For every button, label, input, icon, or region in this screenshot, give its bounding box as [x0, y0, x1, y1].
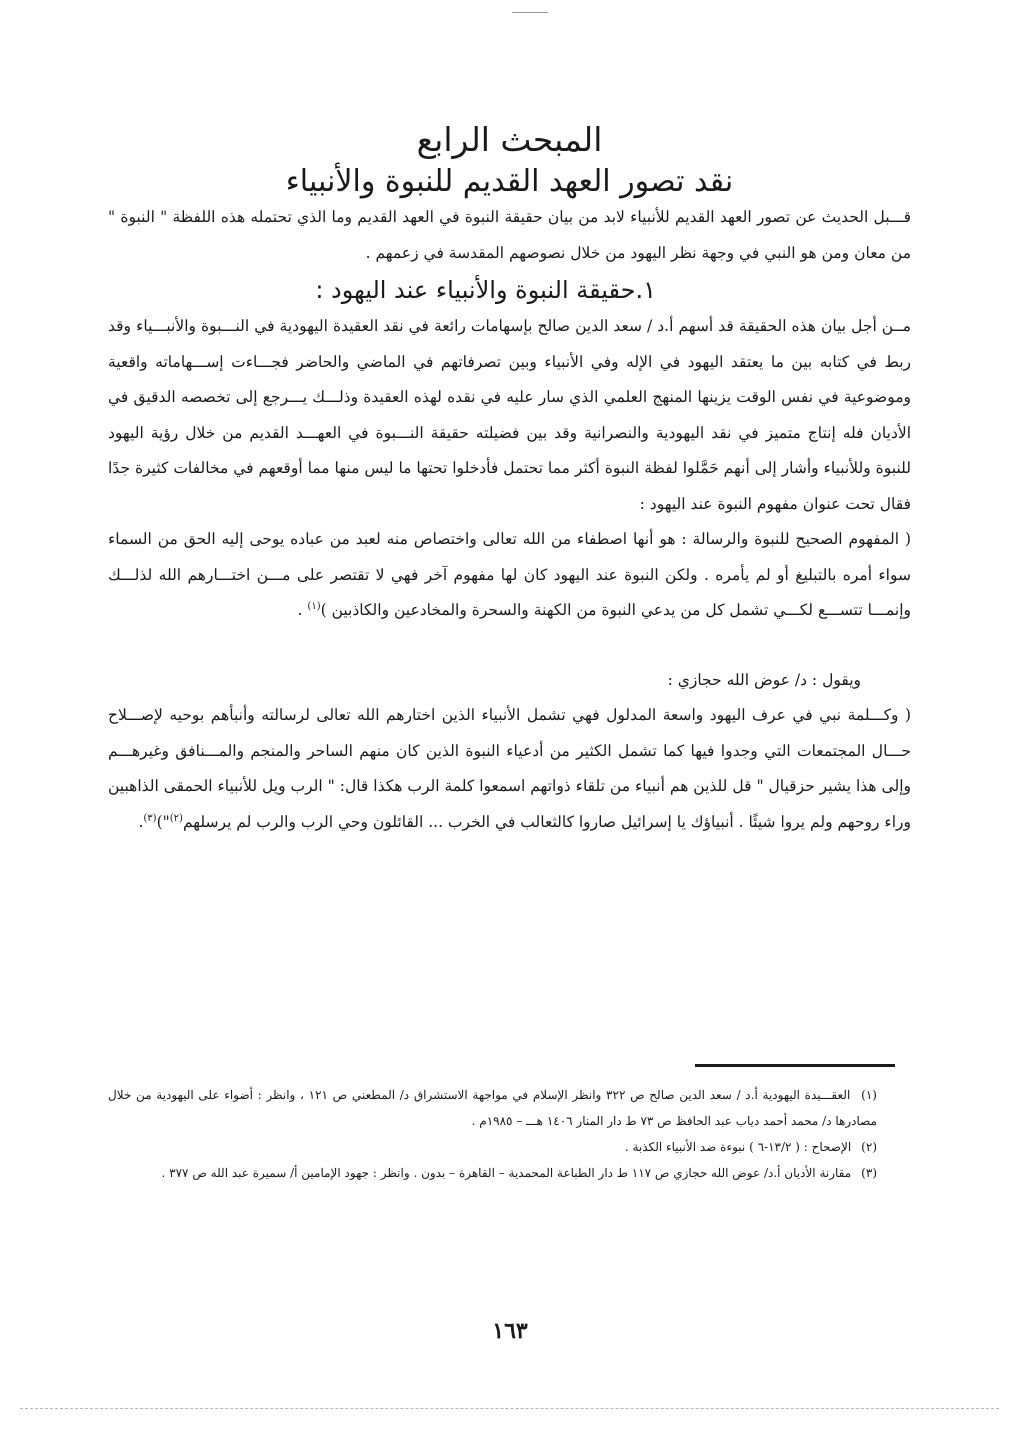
top-scan-mark: [512, 12, 548, 13]
section-heading: ١.حقيقة النبوة والأنبياء عند اليهود :: [315, 276, 656, 304]
footnote-number: (٣): [861, 1166, 877, 1180]
quote1-text: ( المفهوم الصحيح للنبوة والرسالة : هو أنها اصطفاء من الله تعالى واختصاص منه لعبد من عباده يوحى إليه الحق من السماء سواء أمره بالتبليغ أو لم يأمره . ولكن النبوة عند اليهود كان لها مفهوم آخر فهي لا تقتصر على مـــن اختـــارهم الله لذلـــك وإنمـــا تتســـع لكـــي تشمل كل من يدعي النبوة من الكهنة والسحرة والمخادعين والكاذبين ): [108, 530, 911, 619]
footnote: [108, 1134, 877, 1160]
chapter-title: المبحث الرابع: [416, 120, 603, 159]
bottom-scan-edge: [20, 1408, 999, 1409]
footnote-separator: [695, 1064, 895, 1067]
section-paragraph: مــن أجل بيان هذه الحقيقة قد أسهم أ.د / سعد الدين صالح بإسهامات رائعة في نقد العقيدة اليهودية في النـــبوة والأنبـــياء وقد ربط في كتابه بين ما يعتقد اليهود في الإله وفي الأنبياء وبين تصرفاتهم في الماضي والحاضر فجـــاءت إســـهاماته واقعية وموضوعية في نفس الوقت يزينها المنهج العلمي الذي سار عليه في نقده لهذه العقيدة وذلـــك يـــرجع إلى تخصصه الدقيق في الأديان فله إنتاج متميز في نقد اليهودية والنصرانية وقد بين فضيلته حقيقة النـــبوة في العهـــد القديم من خلال رؤية اليهود للنبوة وللأنبياء وأشار إلى أنهم حَمَّلوا لفظة النبوة أكثر مما تحتمل فأدخلوا تحتها ما ليس منها مما أوقعهم في مخالفات كثيرة جدًا فقال تحت عنوان مفهوم النبوة عند اليهود :: [108, 317, 911, 513]
footnote-number: (٢): [861, 1140, 877, 1154]
spacer: [108, 629, 911, 663]
footnote-text: الإصحاح : ( ١٣/٢-٦ ) نبوءة ضد الأنبياء الكذبة .: [624, 1140, 852, 1154]
chapter-subtitle: نقد تصور العهد القديم للنبوة والأنبياء: [285, 164, 734, 199]
quote1-end: .: [297, 601, 308, 619]
intro-paragraph: قـــبل الحديث عن تصور العهد القديم للأنبياء لابد من بيان حقيقة النبوة في العهد القديم وما الذي تحتمله هذه اللفظة " النبوة " من معان ومن هو النبي في وجهة نظر اليهود من خلال نصوصهم المقدسة في زعمهم .: [108, 208, 911, 262]
footnote-ref-1: (١): [307, 600, 321, 612]
title-block: [110, 118, 909, 202]
footnote-number: (١): [861, 1088, 877, 1102]
quote-paragraph-1: [108, 522, 911, 629]
footnote-text: مقارنة الأديان أ.د/ عوض الله حجازي ص ١١٧ ط دار الطباعة المحمدية – القاهرة – بدون . وانظر : جهود الإمامين أ/ سميرة عبد الله ص ٣٧٧ .: [161, 1166, 852, 1180]
says-line: ويقول : د/ عوض الله حجازي :: [667, 670, 861, 689]
quote2-close: "): [156, 812, 170, 831]
footnotes: [108, 1082, 877, 1186]
footnote-text: العقـــيدة اليهودية أ.د / سعد الدين صالح ص ٣٢٢ وانظر الإسلام في مواجهة الاستشراق د/ المطعني ص ١٢١ ، وانظر : أضواء على اليهودية من خلال مصادرها د/ محمد أحمد دياب عبد الحافظ ص ٧٣ ط دار المنار ١٤٠٦ هـــ – ١٩٨٥م .: [108, 1088, 877, 1128]
body-text: [108, 200, 911, 840]
footnote: [108, 1160, 877, 1186]
footnote-ref-2: (٢): [169, 812, 183, 824]
quote2-end: .: [138, 812, 144, 831]
quote-paragraph-2: [108, 698, 911, 840]
footnote-ref-3: (٣): [143, 812, 157, 824]
page-number: ١٦٣: [492, 1318, 528, 1344]
footnote: [108, 1082, 877, 1134]
quote2-text: ( وكـــلمة نبي في عرف اليهود واسعة المدلول فهي تشمل الأنبياء الذين اختارهم الله تعالى لرسالته وأنبأهم بوحيه لإصـــلاح حـــال المجتمعات التي وجدوا فيها كما تشمل الكثير من أدعياء النبوة الذين كان منهم الساحر والمنجم والمـــنافق وغيرهـــم وإلى هذا يشير حزقيال " قل للذين هم أنبياء من تلقاء ذواتهم اسمعوا كلمة الرب هكذا قال: " الرب ويل للأنبياء الحمقى الذاهبين وراء روحهم ولم يروا شيئًا . أنبياؤك يا إسرائيل صاروا كالثعالب في الخرب ... القائلون وحي الرب والرب لم يرسلهم: [108, 706, 911, 831]
